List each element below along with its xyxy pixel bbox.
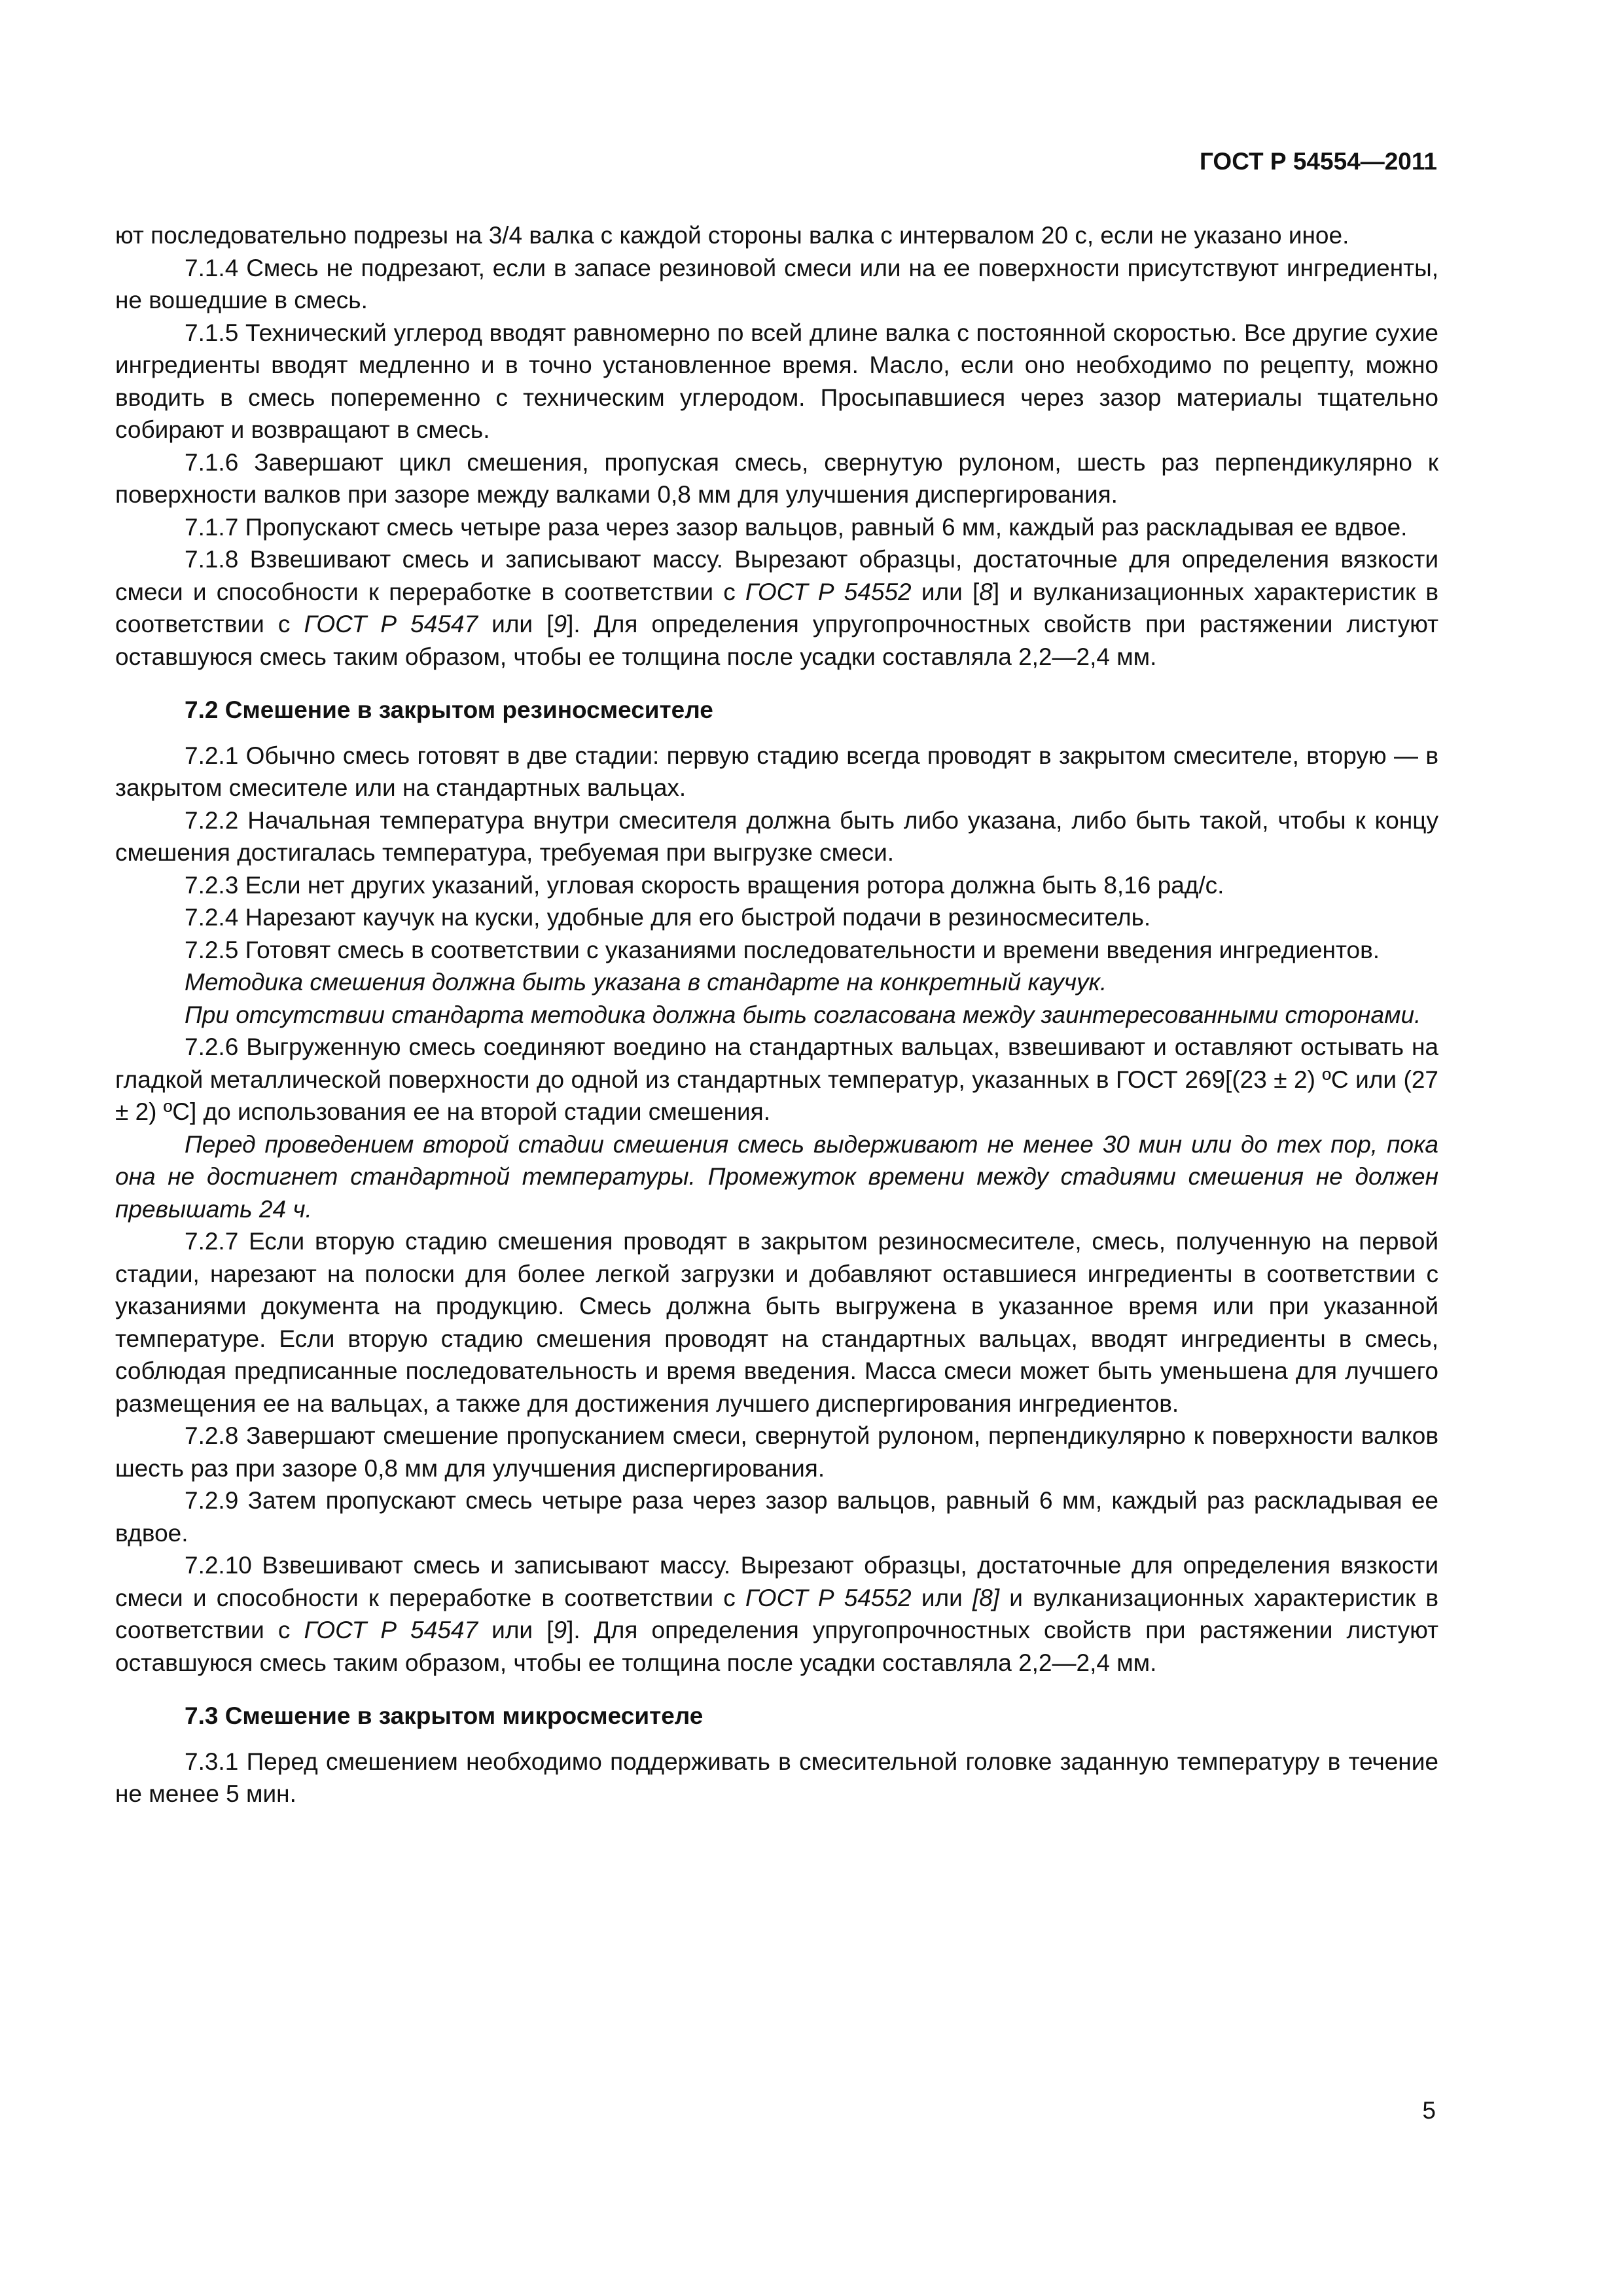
paragraph: 7.1.7 Пропускают смесь четыре раза через зазор вальцов, равный 6 мм, каждый раз раскладывая ее вдвое.	[185, 513, 1408, 541]
paragraph: 7.2.5 Готовят смесь в соответствии с указаниями последовательности и времени введения ингредиентов.	[185, 936, 1380, 963]
paragraph: 7.2.1 Обычно смесь готовят в две стадии: первую стадию всегда проводят в закрытом смесителе, вторую — в закрытом смесителе или на стандартных вальцах.	[115, 742, 1438, 801]
paragraph: 7.1.5 Технический углерод вводят равномерно по всей длине валка с постоянной скоростью. Все другие сухие ингредиенты вводят медленно и в точно установленное время. Масло, если оно необходимо по рецепту, можно вводить в смесь попеременно с техническим углеродом. Просыпавшиеся через зазор материалы тщательно собирают и возвращают в смесь.	[115, 319, 1438, 443]
section-heading: 7.3 Смешение в закрытом микросмесителе	[185, 1702, 704, 1729]
paragraph: 7.1.8 Взвешивают смесь и записывают массу. Вырезают образцы, достаточные для определения вязкости смеси и способности к переработке в соответствии с ГОСТ Р 54552 или [8] и вулканизационных характеристик в соответствии с ГОСТ Р 54547 или [9]. Для определения упругопрочностных свойств при растяжении листуют оставшуюся смесь таким образом, чтобы ее толщина после усадки составляла 2,2—2,4 мм.	[115, 546, 1439, 670]
paragraph: 7.2.2 Начальная температура внутри смесителя должна быть либо указана, либо быть такой, чтобы к концу смешения достигалась температура, требуемая при выгрузке смеси.	[115, 806, 1438, 866]
paragraph: 7.1.6 Завершают цикл смешения, пропуская смесь, свернутую рулоном, шесть раз перпендикулярно к поверхности валков при зазоре между валками 0,8 мм для улучшения диспергирования.	[115, 448, 1438, 508]
document-standard-id: ГОСТ Р 54554—2011	[1199, 148, 1437, 175]
paragraph: 7.2.6 Выгруженную смесь соединяют воедино на стандартных вальцах, взвешивают и оставляют остывать на гладкой металлической поверхности до одной из стандартных температур, указанных в ГОСТ 269[(23 ± 2) ºС или (27 ± 2) ºС] до использования ее на второй стадии смешения.	[115, 1033, 1438, 1125]
paragraph: 7.2.10 Взвешивают смесь и записывают массу. Вырезают образцы, достаточные для определения вязкости смеси и способности к переработке в соответствии с ГОСТ Р 54552 или [8] и вулканизационных характеристик в соответствии с ГОСТ Р 54547 или [9]. Для определения упругопрочностных свойств при растяжении листуют оставшуюся смесь таким образом, чтобы ее толщина после усадки составляла 2,2—2,4 мм.	[115, 1552, 1439, 1676]
note-paragraph: При отсутствии стандарта методика должна быть согласована между заинтересованными сторонами.	[185, 1001, 1421, 1028]
paragraph: 7.2.9 Затем пропускают смесь четыре раза через зазор вальцов, равный 6 мм, каждый раз раскладывая ее вдвое.	[115, 1487, 1438, 1547]
paragraph: 7.2.3 Если нет других указаний, угловая скорость вращения ротора должна быть 8,16 рад/с.	[185, 871, 1224, 899]
paragraph: 7.2.8 Завершают смешение пропусканием смеси, свернутой рулоном, перпендикулярно к поверхности валков шесть раз при зазоре 0,8 мм для улучшения диспергирования.	[115, 1422, 1438, 1482]
section-heading: 7.2 Смешение в закрытом резиносмесителе	[185, 696, 713, 723]
note-paragraph: Методика смешения должна быть указана в стандарте на конкретный каучук.	[185, 969, 1107, 996]
paragraph: 7.1.4 Смесь не подрезают, если в запасе резиновой смеси или на ее поверхности присутствуют ингредиенты, не вошедшие в смесь.	[115, 254, 1438, 314]
page-number: 5	[1422, 2097, 1436, 2124]
paragraph: 7.3.1 Перед смешением необходимо поддерживать в смесительной головке заданную температуру в течение не менее 5 мин.	[115, 1748, 1438, 1807]
note-paragraph: Перед проведением второй стадии смешения смесь выдерживают не менее 30 мин или до тех пор, пока она не достигнет стандартной температуры. Промежуток времени между стадиями смешения не должен превышать 24 ч.	[115, 1130, 1438, 1223]
document-body	[115, 219, 1438, 1810]
paragraph-continuation: ют последовательно подрезы на 3/4 валка с каждой стороны валка с интервалом 20 с, если не указано иное.	[115, 222, 1349, 249]
paragraph: 7.2.7 Если вторую стадию смешения проводят в закрытом резиносмесителе, смесь, полученную на первой стадии, нарезают на полоски для более легкой загрузки и добавляют оставшиеся ингредиенты в соответствии с указаниями документа на продукцию. Смесь должна быть выгружена в указанное время или при указанной температуре. Если вторую стадию смешения проводят на стандартных вальцах, вводят ингредиенты в смесь, соблюдая предписанные последовательность и время введения. Масса смеси может быть уменьшена для лучшего размещения ее на вальцах, а также для достижения лучшего диспергирования ингредиентов.	[115, 1228, 1438, 1417]
paragraph: 7.2.4 Нарезают каучук на куски, удобные для его быстрой подачи в резиносмеситель.	[185, 904, 1151, 931]
